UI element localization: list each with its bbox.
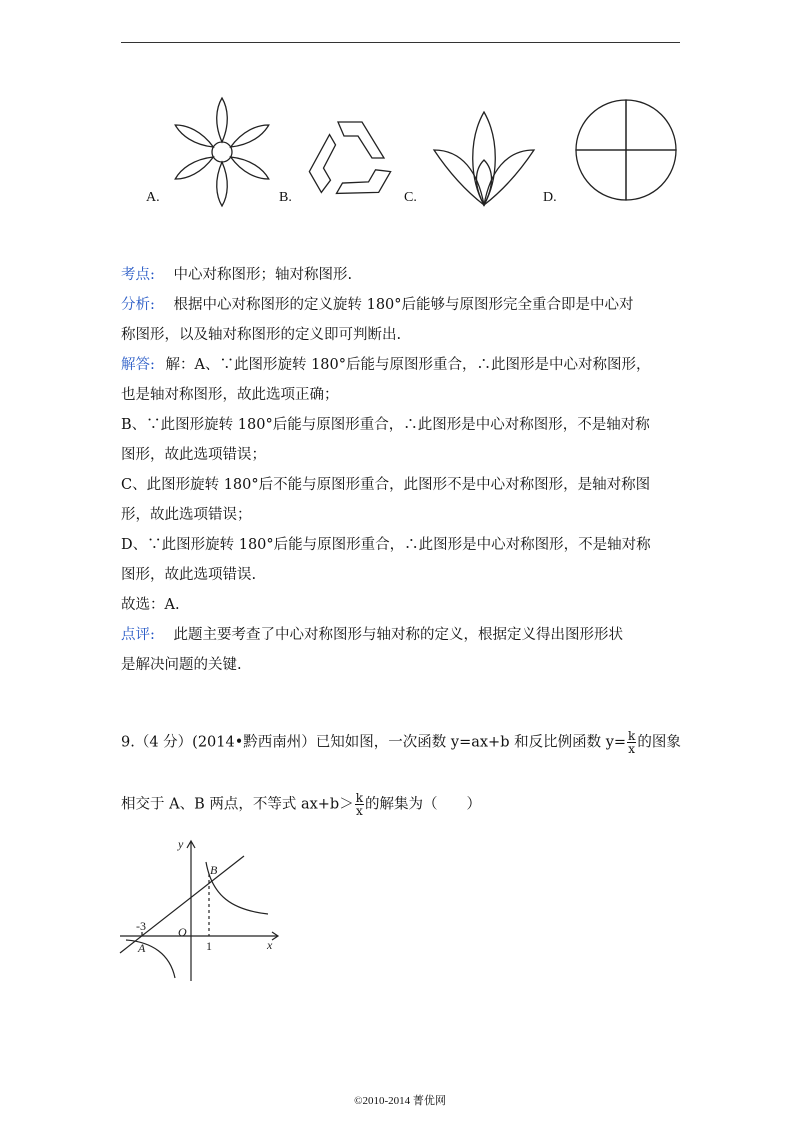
tick-label-neg3: -3	[136, 919, 146, 933]
question-9-line-1	[121, 730, 681, 755]
question-9-text-d: 的解集为（ ）	[365, 796, 481, 813]
dianping-line-1	[121, 620, 681, 650]
fenxi-text-1: 根据中心对称图形的定义旋转 180°后能够与原图形完全重合即是中心对	[173, 297, 634, 313]
fenxi-line-2: 称图形，以及轴对称图形的定义即可判断出.	[121, 327, 402, 343]
fraction-numerator: k	[628, 729, 636, 743]
dianping-line-2: 是解决问题的关键.	[121, 657, 242, 673]
jieda-label: 解答:	[121, 357, 155, 373]
function-graph	[112, 836, 292, 986]
option-figures	[0, 0, 800, 230]
option-c-explanation-1: C、此图形旋转 180°后不能与原图形重合，此图形不是中心对称图形，是轴对称图	[121, 477, 651, 493]
kaodian-line	[121, 260, 681, 290]
fraction-denominator-2: x	[355, 804, 363, 818]
fraction-denominator: x	[628, 742, 636, 756]
figure-d-pinwheel	[576, 100, 676, 200]
jieda-line-1	[121, 350, 681, 380]
option-d-explanation-2: 图形，故此选项错误.	[121, 567, 257, 583]
kaodian-label: 考点:	[121, 267, 155, 283]
question-9-text-a: 9.（4 分）(2014•黔西南州）已知如图，一次函数 y=ax+b 和反比例函数 y=	[121, 734, 627, 751]
fraction-numerator-2: k	[355, 791, 363, 805]
option-c-label: C.	[404, 190, 417, 205]
option-a-label: A.	[146, 190, 160, 205]
option-b-explanation-2: 图形，故此选项错误；	[121, 447, 266, 463]
copyright-footer: ©2010-2014 菁优网	[354, 1095, 446, 1107]
figure-a-flower	[173, 98, 272, 206]
origin-label: O	[178, 925, 187, 939]
answer-line: 故选：A.	[121, 597, 180, 613]
dianping-label: 点评:	[121, 627, 155, 643]
hyperbola-branch-left	[126, 940, 175, 978]
x-axis-label: x	[267, 938, 273, 952]
option-d-label: D.	[543, 190, 557, 205]
dianping-text-1: 此题主要考查了中心对称图形与轴对称的定义，根据定义得出图形形状	[173, 627, 623, 643]
jieda-text-1: 解：A、∵此图形旋转 180°后能与原图形重合，∴此图形是中心对称图形，	[165, 357, 651, 373]
figure-b-triangle-chevrons	[298, 122, 390, 211]
option-b-explanation-1: B、∵此图形旋转 180°后能与原图形重合，∴此图形是中心对称图形，不是轴对称	[121, 417, 650, 433]
fraction-k-over-x-2	[355, 792, 364, 817]
question-9-text-c: 相交于 A、B 两点，不等式 ax+b＞	[121, 796, 354, 813]
jieda-line-2: 也是轴对称图形，故此选项正确；	[121, 387, 339, 403]
option-c-explanation-2: 形，故此选项错误；	[121, 507, 252, 523]
question-9-text-b: 的图象	[637, 734, 681, 751]
fenxi-label: 分析:	[121, 297, 155, 313]
solution-block	[121, 260, 681, 680]
point-b-label: B	[210, 863, 218, 877]
kaodian-text: 中心对称图形；轴对称图形.	[173, 267, 353, 283]
point-a-label: A	[138, 941, 146, 955]
tick-label-1: 1	[206, 939, 212, 953]
option-b-label: B.	[279, 190, 292, 205]
y-axis-label: y	[178, 837, 184, 851]
option-d-explanation-1: D、∵此图形旋转 180°后能与原图形重合，∴此图形是中心对称图形，不是轴对称	[121, 537, 651, 553]
question-9-line-2	[121, 792, 481, 817]
fenxi-line-1	[121, 290, 681, 320]
figure-c-lotus	[434, 112, 534, 205]
fraction-k-over-x	[627, 730, 636, 755]
